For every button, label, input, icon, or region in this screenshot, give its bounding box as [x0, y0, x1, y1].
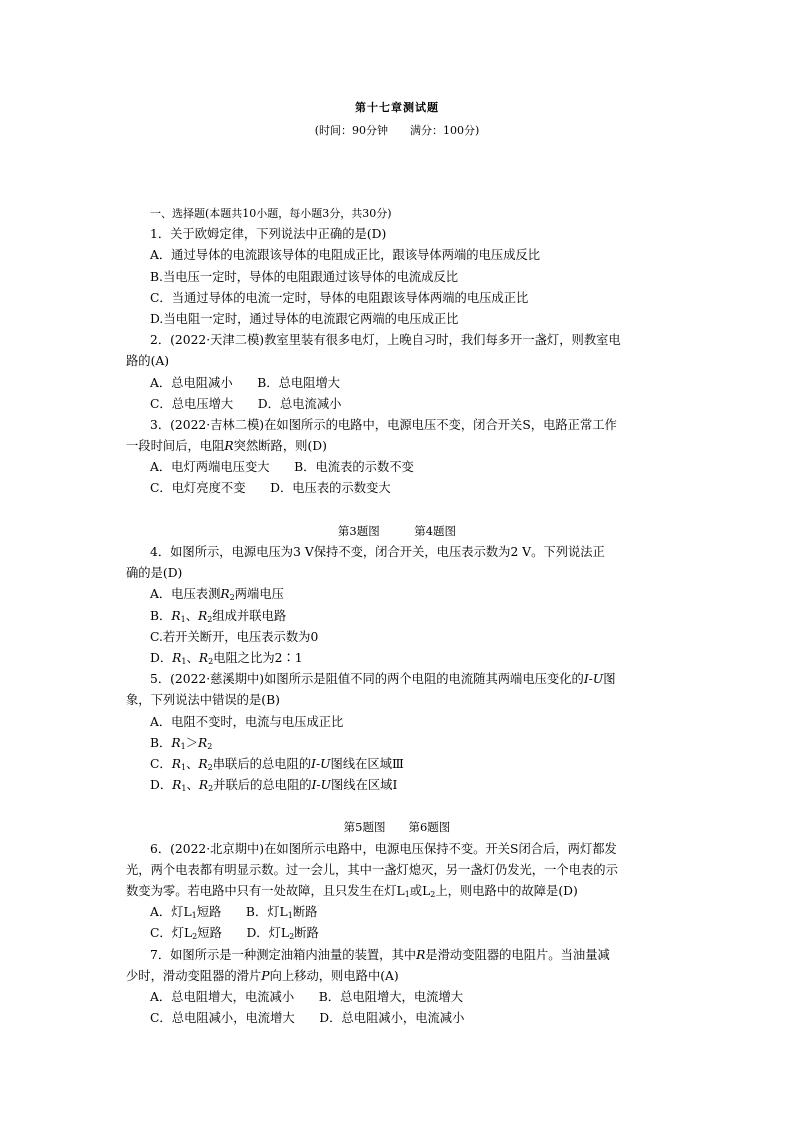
q3-stem-line1: 3．(2022·吉林二模)在如图所示的电路中，电源电压不变，闭合开关S，电路正常工作	[150, 417, 617, 432]
q5-sep-d: 、	[186, 778, 199, 793]
q2-stem-line1: 2．(2022·天津二模)教室里装有很多电灯，上晚自习时，我们每多开一盏灯，则教室电	[150, 333, 621, 348]
q6-c-c: 断路	[294, 926, 319, 941]
q5-var-iu-d: I-U	[311, 778, 331, 793]
q3-stem-line2-b: 突然断路，则(D)	[233, 439, 327, 454]
q4-sep: 、	[185, 608, 199, 623]
q6-a-sub1: 1	[191, 911, 197, 921]
q3-stem-line2	[126, 436, 650, 457]
q6-stem-line2: 光，两个电表都有明显示数。过一会儿，其中一盏灯熄灭，另一盏灯仍发光，一个电表的示	[126, 862, 618, 877]
q6-stem-line1: 6．(2022·北京期中)在如图所示电路中，电源电压保持不变。开关S闭合后，两灯都发	[150, 841, 617, 856]
q5-stem-line2: 象，下列说法中错误的是(B)	[126, 693, 280, 708]
q2-stem-line2: 路的(A)	[126, 354, 170, 369]
q5-var-r2d: R	[198, 778, 209, 793]
q7-options-ab: A．总电阻增大，电流减小 B．总电阻增大，电流增大	[150, 989, 464, 1004]
q5-option-b	[150, 733, 650, 754]
exam-subtitle: (时间：90分钟 满分：100分)	[314, 124, 480, 137]
q6-options-cd	[150, 923, 650, 944]
q4-option-b-text: 组成并联电路	[212, 608, 287, 623]
q7-stem1-b: 是滑动变阻器的电阻片。当油量减	[425, 947, 610, 962]
q4-stem-line2: 确的是(D)	[126, 566, 183, 581]
q4-option-a-text: A．电压表测	[150, 587, 221, 602]
q6-a-c: 断路	[292, 905, 318, 920]
q6-sub-2: 2	[430, 890, 436, 899]
q4-var-r2d: R	[198, 650, 209, 665]
q7-var-p: P	[261, 968, 270, 983]
q5-sub-1c: 1	[180, 762, 187, 772]
q4-var-r2b: R	[198, 608, 208, 623]
q5-stem-a: 5．(2022·慈溪期中)如图所示是阻值不同的两个电阻的电流随其两端电压变化的	[150, 672, 584, 687]
q5-var-r2: R	[198, 735, 208, 750]
figure-caption-3-4: 第3题图 第4题图	[337, 523, 457, 538]
q4-option-d-text: 电阻之比为2∶1	[213, 650, 303, 665]
q4-option-a-text2: 两端电压	[234, 587, 284, 602]
q6-c-a: C．灯L	[150, 926, 193, 941]
q6-stem3-a: 数变为零。若电路中只有一处故障，且只发生在灯L	[126, 884, 405, 898]
q5-option-b-label: B．	[150, 735, 172, 750]
q2-options-cd: C．总电压增大 D．总电流减小	[150, 396, 342, 411]
q4-sub-2d: 2	[208, 656, 214, 666]
q5-option-a: A．电阻不变时，电流与电压成正比	[150, 714, 344, 729]
q5-option-d	[150, 775, 650, 796]
q7-stem2-b: 向上移动，则电路中(A)	[269, 968, 399, 983]
q7-stem-line2	[126, 966, 650, 987]
q5-var-iu-c: I-U	[311, 756, 331, 771]
q6-c-sub2b: 2	[289, 932, 295, 942]
q7-stem2-a: 少时，滑动变阻器的滑片	[126, 968, 262, 983]
q5-option-c	[150, 754, 650, 775]
q6-options-ab	[150, 902, 650, 923]
q5-sub-2c: 2	[207, 762, 213, 772]
exam-content	[126, 203, 650, 1029]
q3-stem-line2-a: 一段时间后，电阻	[126, 439, 225, 454]
q5-gt: ＞	[185, 735, 199, 750]
q5-option-c-label: C．	[150, 756, 172, 771]
q6-stem3-b: 或L	[409, 884, 431, 898]
q1-option-c: C．当通过导体的电流一定时，导体的电阻跟该导体两端的电压成正比	[150, 290, 529, 305]
q5-stem-b: 图	[603, 672, 616, 687]
q5-sub-2d: 2	[208, 784, 214, 794]
q4-sub-1d: 1	[181, 656, 187, 666]
q4-sep-d: 、	[186, 650, 199, 665]
q6-a-sub1b: 1	[287, 911, 293, 921]
q3-options-ab: A．电灯两端电压变大 B．电流表的示数不变	[150, 460, 414, 475]
q7-stem-line1	[136, 945, 650, 966]
q6-sub-1: 1	[404, 890, 410, 899]
q4-sub-2b: 2	[207, 614, 213, 624]
q3-options-cd: C．电灯亮度不变 D．电压表的示数变大	[150, 481, 391, 496]
q4-option-b	[150, 606, 650, 627]
q6-a-b: 短路 B．灯L	[196, 905, 288, 920]
q1-stem: 1．关于欧姆定律，下列说法中正确的是(D)	[150, 227, 387, 242]
q7-options-cd: C．总电阻减小，电流增大 D．总电阻减小，电流减小	[150, 1011, 465, 1026]
q4-var-r1d: R	[172, 650, 182, 665]
q5-var-r1d: R	[172, 778, 182, 793]
q5-option-d-label: D．	[150, 778, 173, 793]
q6-stem-line3	[126, 881, 650, 902]
q4-option-d	[150, 648, 650, 669]
q5-stem-line1	[136, 669, 650, 690]
q7-var-r: R	[416, 947, 426, 962]
q3-var-r: R	[224, 439, 234, 454]
q1-option-b: B.当电压一定时，导体的电阻跟通过该导体的电流成反比	[150, 269, 459, 284]
q5-option-d-text: 并联后的总电阻的	[213, 778, 312, 793]
exam-title: 第十七章测试题	[355, 101, 439, 114]
q4-option-b-label: B．	[150, 608, 172, 623]
q7-stem1-a: 7．如图所示是一种测定油箱内油量的装置，其中	[150, 947, 417, 962]
q5-option-c-text2: 图线在区域Ⅲ	[330, 756, 404, 771]
q2-options-ab: A．总电阻减小 B．总电阻增大	[150, 375, 341, 390]
q4-var-r1: R	[171, 608, 181, 623]
figure-caption-5-6: 第5题图 第6题图	[343, 820, 451, 835]
q5-var-r1: R	[171, 735, 181, 750]
q5-sub-1: 1	[180, 741, 186, 751]
q1-option-d: D.当电阻一定时，通过导体的电流跟它两端的电压成正比	[150, 311, 459, 326]
q4-option-c: C.若开关断开，电压表示数为0	[150, 629, 319, 644]
q4-stem-line1: 4．如图所示，电源电压为3 V保持不变，闭合开关，电压表示数为2 V。下列说法正	[150, 545, 605, 559]
q6-c-b: 短路 D．灯L	[197, 926, 290, 941]
q4-var-r2: R	[220, 587, 230, 602]
q6-a-a: A．灯L	[150, 905, 192, 920]
q1-option-a: A．通过导体的电流跟该导体的电阻成正比，跟该导体两端的电压成反比	[150, 248, 541, 263]
q4-option-d-label: D．	[150, 650, 173, 665]
q4-sub-1: 1	[180, 614, 186, 624]
q4-option-a	[150, 584, 650, 605]
section-heading: 一、选择题(本题共10小题，每小题3分，共30分)	[150, 207, 392, 220]
q5-var-r1c: R	[171, 756, 181, 771]
q5-sub-1d: 1	[181, 784, 187, 794]
q6-stem3-c: 上，则电路中的故障是(D)	[435, 884, 578, 898]
q5-option-d-text2: 图线在区域Ⅰ	[330, 778, 398, 793]
q5-var-iu: I-U	[583, 672, 604, 687]
q5-sub-2: 2	[207, 741, 213, 751]
q6-c-sub2: 2	[192, 932, 198, 942]
q5-var-r2c: R	[198, 756, 208, 771]
q4-sub-2: 2	[229, 593, 235, 603]
q5-option-c-text: 串联后的总电阻的	[212, 756, 312, 771]
q5-sep-c: 、	[186, 756, 199, 771]
